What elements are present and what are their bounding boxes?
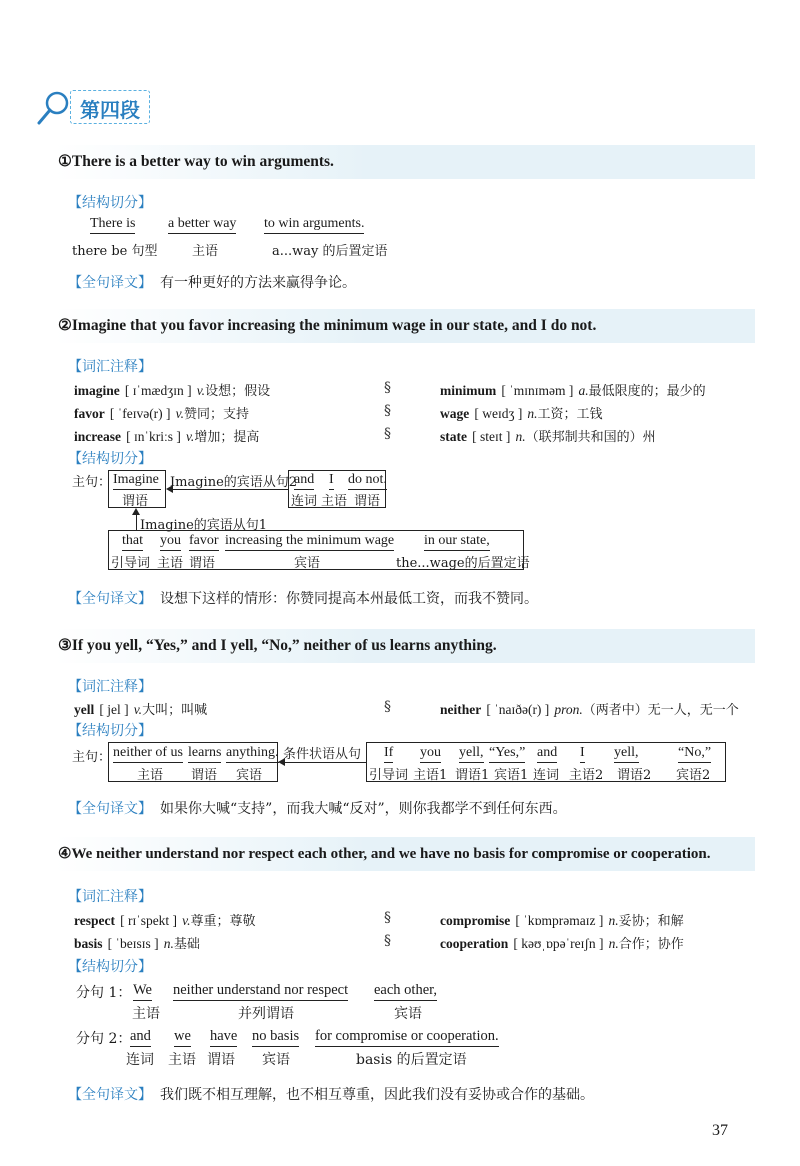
clause-word: for compromise or cooperation. [315,1028,499,1047]
vocab-pos: n. [515,429,526,444]
vocab-phonetic: [ steɪt ] [472,429,511,444]
s1-translation: 有一种更好的方法来赢得争论。 [160,275,356,291]
vocab-entry [440,380,706,399]
box-label: 宾语 [294,556,321,571]
sentence-3: ③If you yell, “Yes,” and I yell, “No,” neither of us learns anything. [58,637,497,654]
box-label: 主语 [321,494,348,509]
magnifier-icon [36,90,70,126]
separator: § [384,380,391,396]
box-word: yell, [614,745,639,763]
structure-tag: 【结构切分】 [68,195,152,211]
separator: § [384,910,391,926]
section-title: 第四段 [80,98,140,122]
box-label: 主语1 [413,768,448,783]
arrow-label: Imagine的宾语从句1 [140,518,268,533]
sentence-2: ②Imagine that you favor increasing the minimum wage in our state, and I do not. [58,317,597,334]
s1-part-1: There is [90,216,135,234]
box-label: 谓语 [189,556,216,571]
vocab-entry [440,403,603,422]
vocab-phonetic: [ ˈnaɪðə(r) ] [486,702,550,717]
box-label: 宾语 [236,768,263,783]
clause-word: We [133,982,152,1001]
vocab-meaning: 最低限度的；最少的 [588,384,706,399]
vocab-phonetic: [ ɪˈmædʒɪn ] [124,383,192,398]
box-word: increasing the minimum wage [225,533,394,551]
box-word: anything. [226,745,279,763]
vocab-word: wage [440,406,470,421]
vocab-tag: 【词汇注释】 [68,679,152,695]
vocab-word: respect [74,913,115,928]
clause-label: basis 的后置定语 [356,1052,467,1068]
clause-word: each other, [374,982,437,1001]
vocab-meaning: 设想；假设 [205,384,271,399]
vocab-pos: v. [182,913,191,928]
separator: § [384,699,391,715]
vocab-tag: 【词汇注释】 [68,889,152,905]
page-number: 37 [712,1122,728,1139]
vocab-entry [440,933,684,952]
vocab-meaning: （两者中）无一人，无一个 [582,703,739,718]
vocab-phonetic: [ ˈbeɪsɪs ] [107,936,159,951]
vocab-pos: v. [175,406,185,421]
vocab-word: imagine [74,383,120,398]
box-label: 主语 [157,556,184,571]
box-word: you [160,533,181,551]
vocab-word: cooperation [440,936,509,951]
translation-tag: 【全句译文】 [68,275,152,291]
translation-tag: 【全句译文】 [68,801,152,817]
clause-2-label: 分句 2： [76,1031,132,1047]
clause-label: 连词 [126,1052,154,1068]
box-word: “No,” [678,745,711,763]
vocab-meaning: 增加；提高 [194,430,260,445]
vocab-phonetic: [ ˈmɪnɪməm ] [501,383,574,398]
vocab-word: yell [74,702,95,717]
s1-label-2: 主语 [192,244,219,259]
clause-word: neither understand nor respect [173,982,348,1001]
clause-label: 主语 [132,1006,160,1022]
vocab-word: minimum [440,383,497,398]
box-label: 宾语2 [676,768,711,783]
vocab-meaning: 基础 [173,937,200,952]
vocab-phonetic: [ rɪˈspekt ] [120,913,178,928]
vocab-meaning: 大叫；叫喊 [142,703,208,718]
vocab-phonetic: [ ˈfeɪvə(r) ] [109,406,171,421]
box-word: in our state, [424,533,490,551]
clause-label: 谓语 [207,1052,235,1068]
box-word: If [384,745,393,763]
vocab-entry [74,910,256,929]
s3-translation: 如果你大喊“支持”，而我大喊“反对”，则你我都学不到任何东西。 [160,801,567,817]
box-word: yell, [459,745,484,763]
box-word: and [537,745,557,763]
clause-word: and [130,1028,151,1047]
clause-word: we [174,1028,191,1047]
box-label: 连词 [291,494,318,509]
s4-translation: 我们既不相互理解，也不相互尊重，因此我们没有妥协或合作的基础。 [160,1087,594,1103]
vocab-meaning: 赞同；支持 [184,407,250,422]
clause-1-label: 分句 1： [76,985,132,1001]
box-word: I [580,745,585,763]
box-label: 引导词 [111,556,151,571]
box-word: favor [189,533,219,551]
vocab-entry [74,699,207,718]
s1-label-1: there be 句型 [72,244,158,259]
vocab-pos: n. [608,936,619,951]
clause-label: 并列谓语 [238,1006,294,1022]
vocab-entry [74,426,259,445]
box-word: “Yes,” [489,745,525,763]
translation-tag: 【全句译文】 [68,591,152,607]
vocab-word: state [440,429,467,444]
vocab-pos: v. [196,383,206,398]
box-label: 谓语 [191,768,218,783]
box-label: 谓语2 [617,768,652,783]
box-word: do not. [348,472,387,490]
box-label: 引导词 [369,768,409,783]
vocab-meaning: 尊重；尊敬 [190,914,256,929]
vocab-tag: 【词汇注释】 [68,359,152,375]
s1-label-3: a...way 的后置定语 [272,244,388,259]
vocab-phonetic: [ ɪnˈkriːs ] [126,429,181,444]
s2-translation: 设想下这样的情形：你赞同提高本州最低工资，而我不赞同。 [160,591,538,607]
box-label: 连词 [533,768,560,783]
box-word: I [329,472,334,490]
main-clause-label: 主句： [72,750,112,765]
vocab-entry [440,910,684,929]
vocab-entry [74,403,249,422]
vocab-phonetic: [ weɪdʒ ] [474,406,523,421]
vocab-pos: n. [608,913,619,928]
clause-label: 主语 [168,1052,196,1068]
vocab-phonetic: [ jel ] [99,702,129,717]
vocab-word: neither [440,702,482,717]
box-word: and [294,472,314,490]
vocab-meaning: （联邦制共和国的）州 [525,430,656,445]
clause-word: no basis [252,1028,299,1047]
vocab-word: basis [74,936,103,951]
s1-part-2: a better way [168,216,236,234]
s1-part-3: to win arguments. [264,216,364,234]
clause-word: have [210,1028,237,1047]
arrow-head [132,508,140,515]
vocab-pos: n. [527,406,538,421]
clause-label: 宾语 [262,1052,290,1068]
vocab-pos: v. [133,702,143,717]
box-label: 主语 [137,768,164,783]
vocab-pos: v. [185,429,195,444]
vocab-word: compromise [440,913,511,928]
box-word: learns [188,745,221,763]
box-word: neither of us [113,745,183,763]
box-label: 谓语 [122,494,149,509]
vocab-word: increase [74,429,121,444]
box-label: the...wage的后置定语 [396,556,530,571]
arrow-label: 条件状语从句 [283,747,362,762]
vocab-entry [440,699,739,718]
structure-tag: 【结构切分】 [68,723,152,739]
box-label: 谓语1 [455,768,490,783]
separator: § [384,403,391,419]
vocab-meaning: 妥协；和解 [618,914,684,929]
separator: § [384,933,391,949]
vocab-meaning: 合作；协作 [618,937,684,952]
box-label: 主语2 [569,768,604,783]
structure-tag: 【结构切分】 [68,451,152,467]
vocab-pos: a. [578,383,589,398]
vocab-pos: pron. [554,702,583,717]
vocab-entry [440,426,656,445]
clause-label: 宾语 [394,1006,422,1022]
box-label: 宾语1 [494,768,529,783]
structure-tag: 【结构切分】 [68,959,152,975]
translation-tag: 【全句译文】 [68,1087,152,1103]
separator: § [384,426,391,442]
vocab-entry [74,380,270,399]
sentence-4: ④We neither understand nor respect each other, and we have no basis for compromise or cooperation. [58,846,711,862]
arrow-line [282,762,366,763]
box-label: 谓语 [354,494,381,509]
main-clause-label: 主句： [72,475,112,490]
box-word: you [420,745,441,763]
box-word: that [122,533,143,551]
vocab-phonetic: [ ˈkɒmprəmaɪz ] [515,913,604,928]
vocab-pos: n. [163,936,174,951]
sentence-1: ①There is a better way to win arguments. [58,153,334,170]
vocab-meaning: 工资；工钱 [537,407,603,422]
vocab-entry [74,933,200,952]
vocab-phonetic: [ kəʊˌɒpəˈreɪʃn ] [513,936,604,951]
arrow-label: Imagine的宾语从句2 [170,475,298,490]
vocab-word: favor [74,406,105,421]
box-word: Imagine [113,472,159,487]
